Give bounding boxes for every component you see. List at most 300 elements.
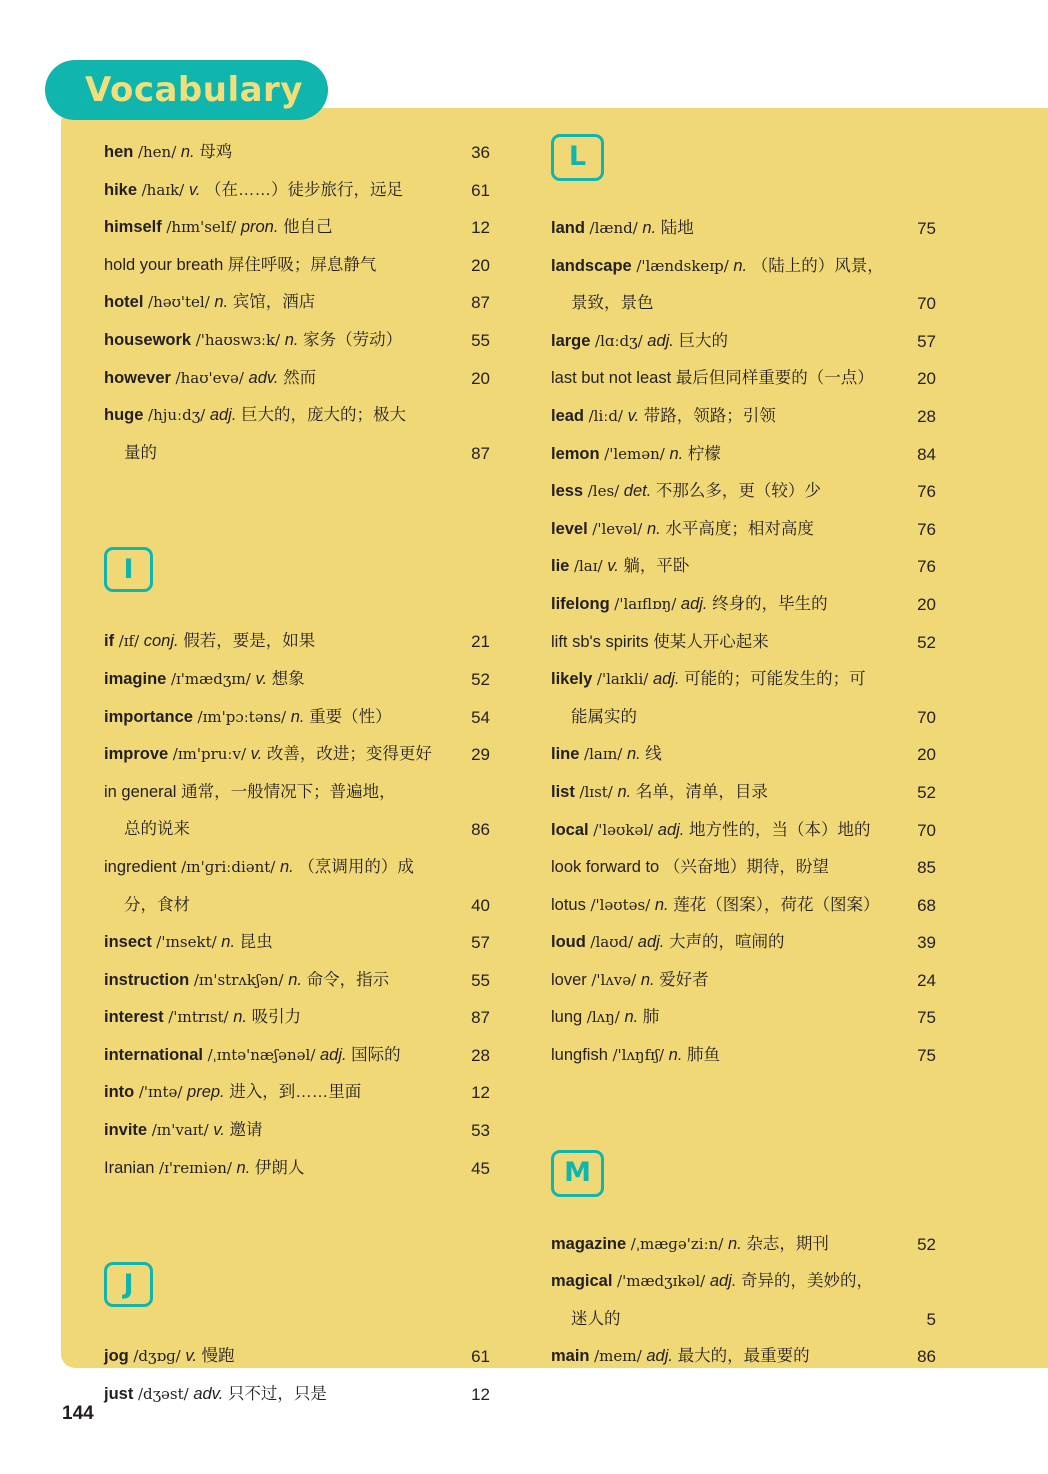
vocab-entry (551, 999, 936, 1037)
entry-text (551, 999, 659, 1037)
definition: 只不过，只是 (227, 1384, 327, 1403)
phonetic: /'lʌŋfɪʃ/ (612, 1046, 665, 1065)
definition: 宾馆，酒店 (232, 293, 316, 312)
letter-heading (104, 1262, 490, 1338)
phonetic: /həʊ'tel/ (148, 293, 210, 312)
page-reference: 28 (917, 406, 936, 426)
definition: 命令，指示 (306, 970, 390, 989)
headword: insect (104, 933, 152, 952)
page-number: 144 (62, 1403, 94, 1424)
vocab-entry (551, 849, 936, 887)
vocab-entry (551, 774, 936, 812)
phonetic: /'ɪnsekt/ (156, 933, 217, 952)
headword: jog (104, 1347, 129, 1366)
vocab-entry (104, 1376, 490, 1414)
headword: large (551, 331, 591, 350)
letter-heading (104, 547, 490, 623)
definition: 假若，要是，如果 (183, 632, 316, 651)
vocab-entry (104, 699, 490, 737)
section-gap (104, 1187, 490, 1262)
entry-text (551, 1037, 720, 1075)
headword: however (104, 368, 171, 387)
phonetic: /'ɪntrɪst/ (168, 1008, 229, 1027)
vocab-entry (551, 812, 936, 850)
headword: look forward to (551, 858, 660, 877)
page-reference: 84 (917, 444, 936, 464)
definition: 线 (645, 745, 662, 764)
page-reference: 75 (917, 1008, 936, 1028)
entry-text (104, 284, 315, 322)
headword: last but not least (551, 369, 672, 388)
phonetic: /hɪm'self/ (166, 218, 237, 237)
headword: lie (551, 557, 570, 576)
page-reference: 86 (471, 820, 490, 840)
page-reference: 40 (471, 895, 490, 915)
page-reference: 70 (917, 707, 936, 727)
vocab-entry (104, 397, 490, 435)
definition: 使某人开心起来 (653, 632, 769, 651)
vocab-entry (104, 736, 490, 774)
page-reference: 52 (471, 669, 490, 689)
vocab-entry (104, 1112, 490, 1150)
entry-text (551, 661, 866, 699)
definition: 终身的，毕生的 (712, 594, 828, 613)
page-reference: 54 (471, 707, 490, 727)
entry-text (104, 322, 402, 360)
headword: huge (104, 406, 144, 425)
headword: interest (104, 1008, 164, 1027)
vocab-entry (551, 398, 936, 436)
part-of-speech: adj. (709, 1272, 737, 1291)
entry-text (551, 812, 870, 850)
entry-text (124, 887, 190, 925)
page-reference: 55 (471, 330, 490, 350)
definition: 水平高度；相对高度 (665, 519, 814, 538)
page-reference: 68 (917, 895, 936, 915)
headword: just (104, 1384, 134, 1403)
page-reference: 55 (471, 970, 490, 990)
entry-text (104, 1376, 327, 1414)
vocab-entry (104, 999, 490, 1037)
vocab-entry (104, 1037, 490, 1075)
phonetic: /haɪk/ (141, 180, 185, 199)
phonetic: /lɑːdʒ/ (595, 331, 643, 350)
part-of-speech: adv. (248, 368, 279, 387)
definition: 巨大的，庞大的；极大 (241, 406, 407, 425)
part-of-speech: n. (180, 143, 195, 161)
entry-text (104, 360, 316, 398)
headword: lemon (551, 444, 600, 463)
page-reference: 20 (917, 369, 936, 389)
page-reference: 76 (917, 482, 936, 502)
part-of-speech: adv. (193, 1384, 224, 1403)
phonetic: /ˌɪntə'næʃənəl/ (207, 1045, 316, 1064)
vocab-entry-continuation (104, 811, 490, 849)
part-of-speech: adj. (637, 933, 665, 952)
headword: imagine (104, 669, 167, 688)
vocab-entry (104, 623, 490, 661)
headword: line (551, 745, 580, 764)
headword: likely (551, 670, 593, 689)
phonetic: /ɪn'ɡriːdiənt/ (181, 857, 276, 876)
entry-text (104, 736, 432, 774)
entry-text (551, 360, 874, 398)
page-reference: 76 (917, 557, 936, 577)
part-of-speech: v. (185, 1347, 197, 1366)
phonetic: /laɪ/ (573, 557, 603, 576)
entry-text (551, 398, 776, 436)
part-of-speech: n. (626, 745, 641, 764)
entry-text (551, 511, 814, 549)
page-reference: 20 (917, 594, 936, 614)
page-reference: 5 (926, 1309, 936, 1329)
vocab-entry (104, 172, 490, 210)
entry-text (104, 699, 392, 737)
page-reference: 29 (471, 745, 490, 765)
letter-heading-j: J (104, 1262, 153, 1307)
headword: housework (104, 330, 192, 349)
definition: 改善，改进；变得更好 (266, 745, 432, 764)
page-reference: 20 (471, 368, 490, 388)
phonetic: /ɪm'pruːv/ (172, 745, 246, 764)
definition: 重要（性） (309, 707, 392, 726)
entry-text (551, 774, 768, 812)
definition: 巨大的 (678, 331, 728, 350)
vocab-entry (104, 360, 490, 398)
phonetic: /ɪ'mædʒɪn/ (170, 669, 251, 688)
vocab-entry (551, 511, 936, 549)
entry-text (571, 699, 637, 737)
headword: improve (104, 745, 169, 764)
entry-text (104, 1037, 401, 1075)
vocab-entry (104, 134, 490, 172)
page-reference: 87 (471, 443, 490, 463)
part-of-speech: n. (668, 1046, 683, 1065)
vocab-entry (104, 284, 490, 322)
definition: 然而 (283, 368, 317, 387)
page-reference: 61 (471, 1347, 490, 1367)
headword: lifelong (551, 594, 610, 613)
phonetic: /ˌmæɡə'ziːn/ (630, 1234, 724, 1253)
part-of-speech: pron. (240, 218, 279, 237)
headword: in general (104, 782, 177, 801)
headword: ingredient (104, 857, 177, 876)
phonetic: /ɪm'pɔːtəns/ (197, 707, 287, 726)
part-of-speech: n. (617, 782, 632, 801)
definition: 家务（劳动） (303, 330, 403, 349)
vocab-entry-continuation (104, 887, 490, 925)
phonetic: /les/ (587, 482, 620, 501)
phonetic: /laɪn/ (584, 745, 623, 764)
page-reference: 20 (917, 745, 936, 765)
vocab-entry (551, 586, 936, 624)
page-reference: 45 (471, 1158, 490, 1178)
entry-text (104, 247, 376, 285)
part-of-speech: n. (624, 1008, 639, 1027)
headword: magazine (551, 1234, 627, 1253)
page-reference: 85 (917, 858, 936, 878)
definition: 慢跑 (201, 1347, 235, 1366)
definition: 陆地 (660, 219, 694, 237)
entry-text (104, 1150, 304, 1188)
part-of-speech: prep. (187, 1083, 225, 1102)
headword: local (551, 820, 589, 839)
phonetic: /meɪn/ (594, 1347, 642, 1366)
definition: 最大的，最重要的 (677, 1347, 810, 1366)
letter-heading-l: L (551, 134, 604, 181)
vocab-entry (104, 962, 490, 1000)
entry-text (104, 397, 406, 435)
left-column (104, 134, 490, 1413)
part-of-speech: n. (279, 857, 294, 876)
phonetic: /'levəl/ (592, 519, 643, 538)
definition: 莲花（图案），荷花（图案） (673, 895, 880, 914)
definition: 大声的，喧闹的 (668, 933, 785, 952)
headword: international (104, 1045, 204, 1064)
phonetic: /'lændskeɪp/ (636, 256, 729, 275)
vocab-entry (551, 736, 936, 774)
definition: 地方性的，当（本）地的 (688, 820, 871, 839)
page-reference: 39 (917, 933, 936, 953)
headword: magical (551, 1272, 613, 1291)
part-of-speech: v. (627, 406, 640, 425)
entry-text (104, 999, 301, 1037)
page-reference: 76 (917, 519, 936, 539)
part-of-speech: adj. (647, 331, 674, 350)
page-reference: 12 (471, 1083, 490, 1103)
entry-text (551, 924, 784, 962)
page-reference: 57 (471, 933, 490, 953)
entry-text (551, 323, 728, 361)
part-of-speech: adj. (680, 594, 708, 613)
headword: hike (104, 180, 138, 199)
headword: list (551, 782, 575, 801)
definition: 吸引力 (251, 1008, 302, 1027)
part-of-speech: n. (284, 330, 299, 349)
headword: invite (104, 1121, 148, 1140)
entry-text (551, 962, 709, 1000)
phonetic: /'lʌvə/ (591, 970, 637, 989)
vocab-entry (104, 1338, 490, 1376)
definition: 母鸡 (199, 143, 233, 161)
headword: main (551, 1347, 590, 1366)
phonetic: /liːd/ (588, 406, 623, 425)
vocab-entry (551, 1226, 936, 1264)
vocab-entry (551, 962, 936, 1000)
letter-heading (551, 134, 936, 210)
definition: 他自己 (283, 218, 333, 237)
entry-text (551, 210, 694, 248)
entry-text (571, 1301, 621, 1339)
part-of-speech: v. (607, 557, 619, 576)
definition: 带路，领路；引领 (643, 406, 776, 425)
headword: if (104, 632, 115, 651)
definition: 肺鱼 (687, 1046, 721, 1065)
part-of-speech: adj. (657, 820, 685, 839)
entry-text (104, 661, 305, 699)
vocab-entry (104, 322, 490, 360)
phonetic: /'ɪntə/ (138, 1083, 183, 1102)
letter-heading-m: M (551, 1150, 604, 1197)
phonetic: /dʒɒɡ/ (133, 1347, 181, 1366)
vocab-entry (551, 887, 936, 925)
entry-text (551, 248, 884, 286)
vocab-entry (551, 210, 936, 248)
vocab-entry (551, 360, 936, 398)
vocab-entry (104, 924, 490, 962)
part-of-speech: n. (221, 933, 236, 952)
phonetic: /hen/ (137, 143, 177, 161)
vocab-entry-continuation (551, 699, 936, 737)
phonetic: /'ləʊkəl/ (593, 820, 654, 839)
vocab-entry (104, 209, 490, 247)
vocab-entry (551, 1263, 936, 1301)
part-of-speech: conj. (143, 632, 179, 651)
entry-text (104, 134, 232, 172)
page-reference: 21 (471, 632, 490, 652)
definition: （烹调用的）成 (298, 857, 414, 876)
page-reference: 75 (917, 1046, 936, 1066)
entry-text (104, 172, 403, 210)
page-reference: 87 (471, 1008, 490, 1028)
part-of-speech: n. (727, 1234, 742, 1253)
vocab-entry (104, 849, 490, 887)
phonetic: /laʊd/ (590, 933, 634, 952)
entry-text (104, 1074, 361, 1112)
phonetic: /lænd/ (589, 219, 638, 237)
phonetic: /'laɪkli/ (596, 670, 649, 689)
phonetic: /'lemən/ (604, 444, 665, 463)
entry-text (551, 1338, 810, 1376)
headword: loud (551, 933, 586, 952)
vocab-entry (551, 473, 936, 511)
definition: 肺 (642, 1008, 660, 1027)
vocab-entry (104, 661, 490, 699)
page-reference: 12 (471, 218, 490, 238)
vocab-entry (551, 661, 936, 699)
page-reference: 87 (471, 293, 490, 313)
part-of-speech: n. (654, 895, 669, 914)
part-of-speech: adj. (646, 1347, 673, 1366)
phonetic: /ɪn'vaɪt/ (151, 1121, 209, 1140)
definition: （兴奋地）期待，盼望 (663, 858, 829, 877)
vocab-entry (551, 624, 936, 662)
headword: himself (104, 218, 162, 237)
part-of-speech: n. (233, 1008, 247, 1027)
definition: 屏住呼吸；屏息静气 (227, 255, 377, 274)
headword: instruction (104, 970, 190, 989)
part-of-speech: n. (733, 256, 748, 275)
definition: 迷人的 (571, 1309, 621, 1328)
page-reference: 70 (917, 294, 936, 314)
page-reference: 24 (917, 970, 936, 990)
definition: 通常，一般情况下；普遍地， (181, 782, 396, 801)
vocab-entry (551, 548, 936, 586)
phonetic: /ɪn'strʌkʃən/ (193, 970, 284, 989)
section-gap (551, 1075, 936, 1150)
entry-text (104, 774, 396, 812)
headword: land (551, 219, 585, 237)
part-of-speech: v. (255, 669, 268, 688)
vocab-entry (551, 1037, 936, 1075)
entry-text (104, 1112, 262, 1150)
part-of-speech: n. (236, 1158, 251, 1177)
definition: 最后但同样重要的（一点） (675, 369, 874, 388)
page-reference: 75 (917, 219, 936, 238)
definition: 能属实的 (571, 707, 637, 726)
part-of-speech: v. (188, 180, 201, 199)
headword: lungfish (551, 1046, 608, 1065)
page-reference: 57 (917, 331, 936, 351)
entry-text (551, 849, 829, 887)
entry-text (551, 624, 769, 662)
vocab-entry (551, 924, 936, 962)
definition: 躺，平卧 (623, 557, 690, 576)
vocab-entry (551, 248, 936, 286)
headword: lead (551, 406, 585, 425)
definition: 总的说来 (124, 820, 190, 839)
part-of-speech: det. (623, 482, 652, 501)
page-reference: 52 (917, 1234, 936, 1254)
right-column (551, 134, 936, 1376)
headword: lift sb's spirits (551, 632, 649, 651)
page-reference: 28 (471, 1045, 490, 1065)
definition: 邀请 (229, 1121, 263, 1140)
headword: lover (551, 970, 587, 989)
headword: lung (551, 1008, 583, 1027)
page-reference: 61 (471, 180, 490, 200)
definition: 杂志，期刊 (746, 1234, 829, 1253)
definition: 可能的；可能发生的；可 (684, 670, 866, 689)
phonetic: /ɪf/ (118, 632, 140, 651)
vocab-entry-continuation (104, 435, 490, 473)
definition: 柠檬 (687, 444, 721, 463)
page-reference: 52 (917, 632, 936, 652)
definition: 伊朗人 (254, 1158, 305, 1177)
page-reference: 12 (471, 1384, 490, 1404)
section-gap (104, 472, 490, 547)
vocab-entry (551, 323, 936, 361)
definition: 不那么多，更（较）少 (655, 482, 821, 501)
definition: 奇异的，美妙的， (741, 1272, 874, 1291)
entry-text (124, 811, 190, 849)
definition: 名单，清单，目录 (635, 782, 768, 801)
entry-text (551, 436, 721, 474)
headword: less (551, 482, 584, 501)
entry-text (104, 623, 315, 661)
definition: 想象 (271, 669, 305, 688)
entry-text (551, 1226, 829, 1264)
headword: level (551, 519, 588, 538)
vocab-entry (551, 436, 936, 474)
entry-text (551, 586, 828, 624)
phonetic: /dʒəst/ (137, 1384, 189, 1403)
part-of-speech: n. (642, 219, 657, 237)
page-reference: 53 (471, 1121, 490, 1141)
definition: （陆上的）风景， (751, 256, 884, 275)
headword: Iranian (104, 1158, 155, 1177)
headword: hen (104, 143, 134, 161)
page-reference: 20 (471, 255, 490, 275)
headword: landscape (551, 256, 632, 275)
entry-text (551, 473, 821, 511)
vocab-entry (104, 247, 490, 285)
phonetic: /haʊ'evə/ (175, 368, 244, 387)
entry-text (124, 435, 157, 473)
section-title: Vocabulary (85, 70, 303, 110)
page-reference: 36 (471, 143, 490, 162)
part-of-speech: n. (288, 970, 302, 989)
